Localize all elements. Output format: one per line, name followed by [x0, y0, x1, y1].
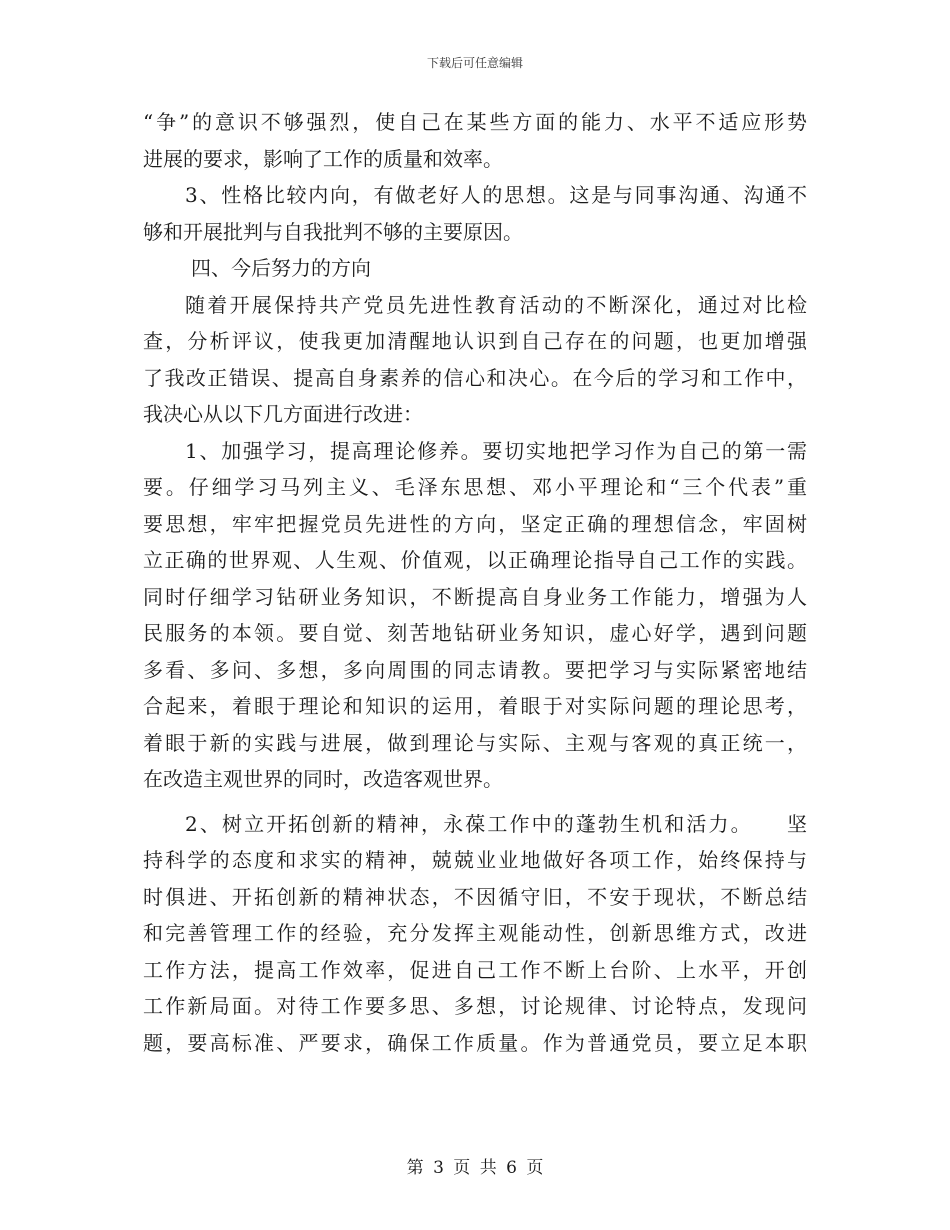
body-line: 要思想，牢牢把握党员先进性的方向，坚定正确的理想信念，牢固树: [143, 511, 807, 536]
body-line: 2、树立开拓创新的精神，永葆工作中的蓬勃生机和活力。 坚: [185, 811, 807, 836]
body-line: 在改造主观世界的同时，改造客观世界。: [143, 767, 503, 791]
body-line: 3、性格比较内向，有做老好人的思想。这是与同事沟通、沟通不: [185, 183, 807, 207]
body-line: 够和开展批判与自我批判不够的主要原因。: [143, 219, 523, 244]
body-line: 合起来，着眼于理论和知识的运用，着眼于对实际问题的理论思考，: [143, 694, 807, 718]
body-line: 持科学的态度和求实的精神，兢兢业业地做好各项工作，始终保持与: [143, 848, 807, 872]
paragraph-gap: [143, 798, 807, 806]
body-line: 和完善管理工作的经验，充分发挥主观能动性，创新思维方式，改进: [143, 921, 807, 945]
body-line: 同时仔细学习钻研业务知识，不断提高自身业务工作能力，增强为人: [143, 584, 807, 609]
page-number-footer: 第 3 页 共 6 页: [406, 1158, 544, 1178]
page-header: 下载后可任意编辑: [426, 56, 523, 70]
body-line: 工作新局面。对待工作要多思、多想，讨论规律、讨论特点，发现问: [143, 994, 807, 1018]
body-line: 立正确的世界观、人生观、价值观，以正确理论指导自己工作的实践。: [143, 548, 807, 572]
body-line: 时俱进、开拓创新的精神状态，不因循守旧，不安于现状，不断总结: [143, 884, 807, 909]
body-line: 查，分析评议，使我更加清醒地认识到自己存在的问题，也更加增强: [143, 329, 807, 353]
body-line: 1、加强学习，提高理论修养。要切实地把学习作为自己的第一需: [185, 438, 807, 463]
body-line: 题，要高标准、严要求，确保工作质量。作为普通党员，要立足本职: [143, 1030, 807, 1055]
body-line: 了我改正错误、提高自身素养的信心和决心。在今后的学习和工作中，: [143, 365, 807, 390]
section-heading: 四、今后努力的方向: [191, 256, 371, 280]
body-line: 进展的要求，影响了工作的质量和效率。: [143, 146, 503, 171]
body-line: 多看、多问、多想，多向周围的同志请教。要把学习与实际紧密地结: [143, 657, 807, 682]
body-line: 工作方法，提高工作效率，促进自己工作不断上台阶、上水平，开创: [143, 957, 807, 982]
body-line: 随着开展保持共产党员先进性教育活动的不断深化，通过对比检: [185, 292, 807, 317]
body-line: 要。仔细学习马列主义、毛泽东思想、邓小平理论和“三个代表”重: [143, 475, 807, 499]
body-line: 民服务的本领。要自觉、刻苦地钻研业务知识，虚心好学，遇到问题: [143, 621, 807, 645]
body-line: “争”的意识不够强烈，使自己在某些方面的能力、水平不适应形势: [143, 110, 807, 134]
body-line: 我决心从以下几方面进行改进：: [143, 402, 423, 426]
body-line: 着眼于新的实践与进展，做到理论与实际、主观与客观的真正统一，: [143, 730, 807, 755]
document-body: [143, 104, 807, 1061]
